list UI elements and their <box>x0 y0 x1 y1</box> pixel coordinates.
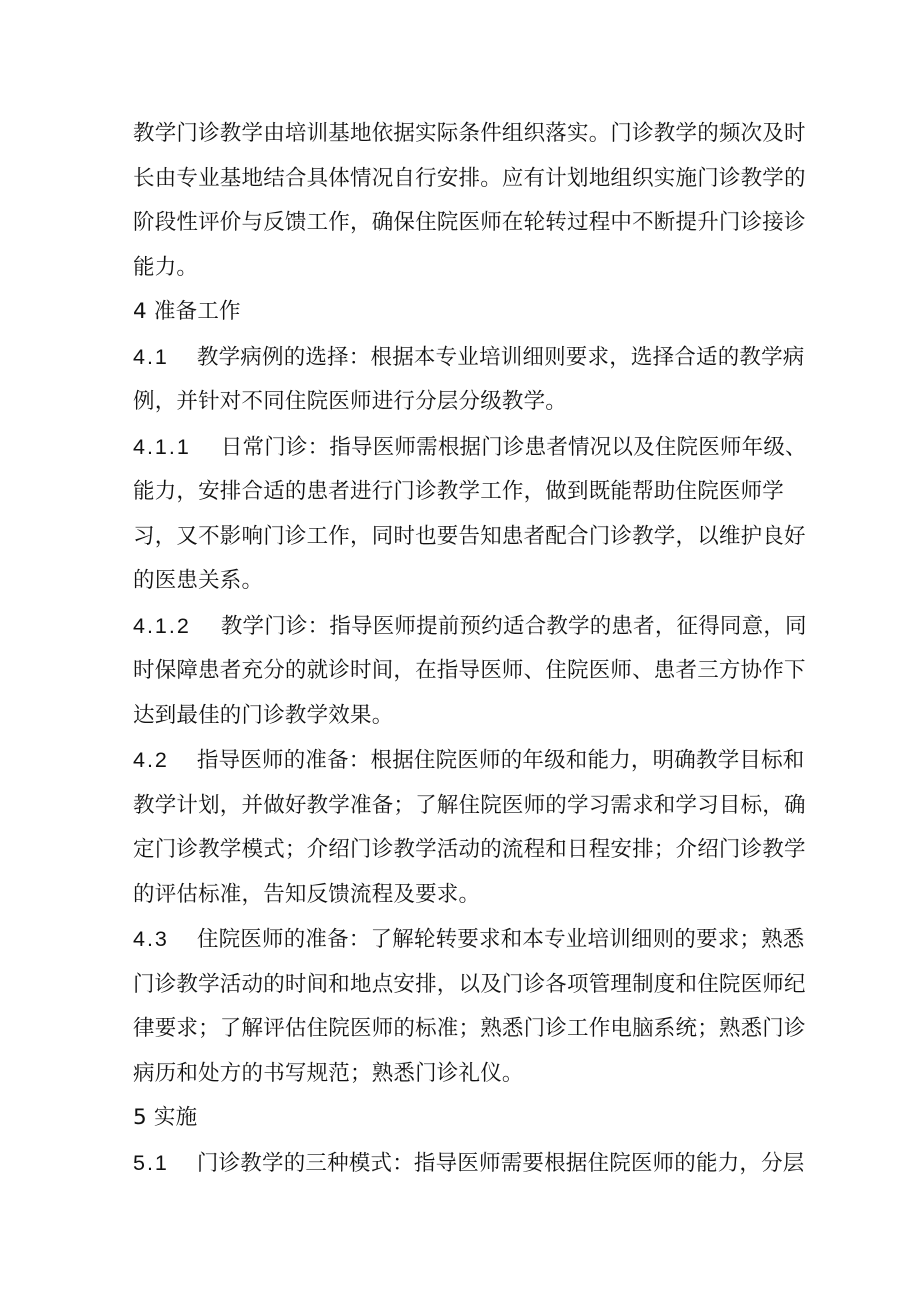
section-5-1 <box>133 1141 813 1187</box>
section-4-2-number: 4.2 <box>133 748 169 772</box>
section-5-heading: 5 实施 <box>133 1105 198 1130</box>
section-4-3 <box>133 917 813 1096</box>
section-4-1 <box>133 335 813 425</box>
section-4-1-1-text: 日常门诊：指导医师需根据门诊患者情况以及住院医师年级、能力，安排合适的患者进行门诊教学工作，做到既能帮助住院医师学习，又不影响门诊工作，同时也要告知患者配合门诊教学，以维护良好的医患关系。 <box>133 434 807 593</box>
section-4-1-1 <box>133 425 813 604</box>
section-4-heading: 4 准备工作 <box>133 299 241 324</box>
intro-paragraph: 教学门诊教学由培训基地依据实际条件组织落实。门诊教学的频次及时长由专业基地结合具体情况自行安排。应有计划地组织实施门诊教学的阶段性评价与反馈工作，确保住院医师在轮转过程中不断提升门诊接诊能力。 <box>133 121 806 280</box>
section-4-3-text: 住院医师的准备：了解轮转要求和本专业培训细则的要求；熟悉门诊教学活动的时间和地点安排，以及门诊各项管理制度和住院医师纪律要求；了解评估住院医师的标准；熟悉门诊工作电脑系统；熟悉门诊病历和处方的书写规范；熟悉门诊礼仪。 <box>133 927 806 1086</box>
section-4-2 <box>133 738 813 917</box>
section-4-3-number: 4.3 <box>133 927 169 951</box>
section-4-1-2-number: 4.1.2 <box>133 613 191 638</box>
section-4-1-text: 教学病例的选择：根据本专业培训细则要求，选择合适的教学病例，并针对不同住院医师进行分层分级教学。 <box>133 344 805 414</box>
section-4-2-text: 指导医师的准备：根据住院医师的年级和能力，明确教学目标和教学计划，并做好教学准备；了解住院医师的学习需求和学习目标，确定门诊教学模式；介绍门诊教学活动的流程和日程安排；介绍门诊教学的评估标准，告知反馈流程及要求。 <box>133 748 806 907</box>
section-4-1-2-text: 教学门诊：指导医师提前预约适合教学的患者，征得同意，同时保障患者充分的就诊时间，在指导医师、住院医师、患者三方协作下达到最佳的门诊教学效果。 <box>133 613 807 728</box>
section-4-1-1-number: 4.1.1 <box>133 434 191 459</box>
document-body <box>133 112 813 1186</box>
section-4-1-number: 4.1 <box>133 344 169 369</box>
section-5-1-text: 门诊教学的三种模式：指导医师需要根据住院医师的能力，分层 <box>196 1150 805 1176</box>
section-4-1-2 <box>133 604 813 739</box>
section-5-1-number: 5.1 <box>133 1150 169 1175</box>
